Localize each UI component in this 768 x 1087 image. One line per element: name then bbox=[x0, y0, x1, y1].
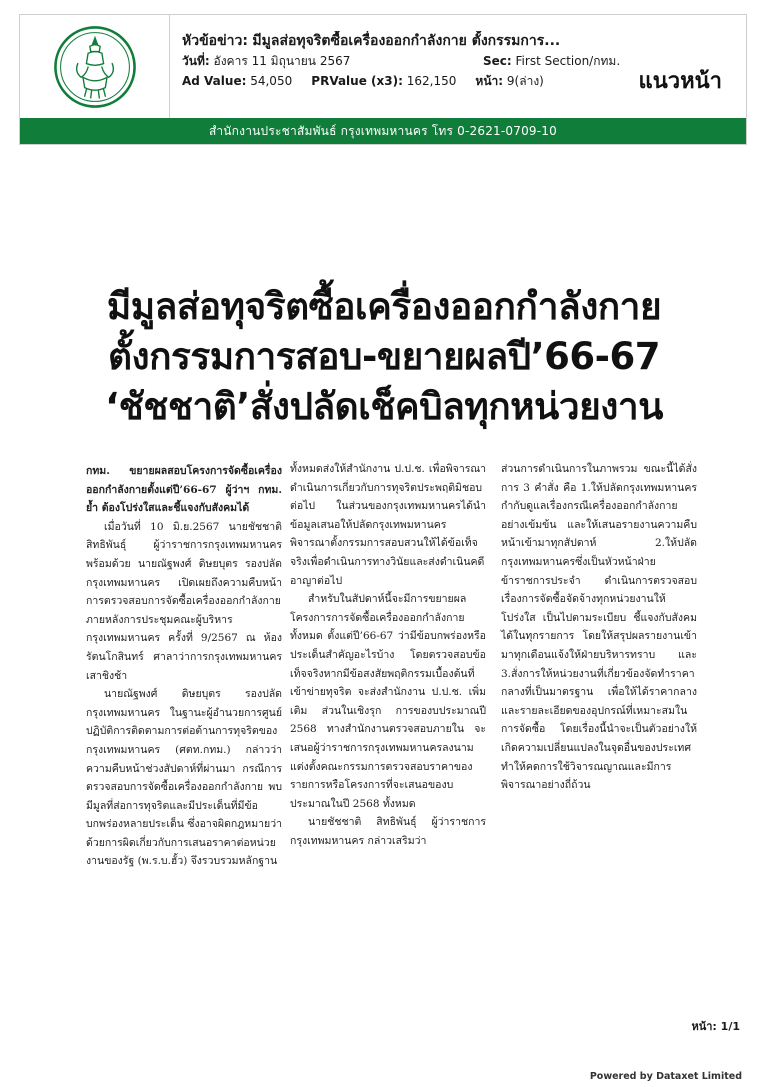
sec-value: First Section/กทม. bbox=[515, 54, 621, 68]
logo-box bbox=[20, 15, 170, 118]
headline-value: มีมูลส่อทุจริตซื้อเครื่องออกกำลังกาย ตั้งกรรมการ... bbox=[252, 33, 561, 49]
article-title bbox=[60, 282, 708, 432]
date-value: อังคาร 11 มิถุนายน 2567 bbox=[213, 54, 351, 68]
paragraph: สำหรับในสัปดาห์นี้จะมีการขยายผล โครงการการจัดซื้อเครื่องออกกำลังกายทั้งหมด ตั้งแต่ปี’66-67 ว่ามีข้อบกพร่องหรือประเด็นสำคัญอะไรบ้าง โดยตรวจสอบข้อเท็จจริงหากมีข้อสงสัยพฤติกรรมเบื้องต้นที่เข้าข่ายทุจริต จะส่งสำนักงาน ป.ป.ช. เพิ่มเติม ส่วนในเชิงรุก การของบประมาณปี 2568 ทางสำนักงานตรวจสอบภายใน จะเสนอผู้ว่าราชการกรุงเทพมหานครลงนามแต่งตั้งคณะกรรมการตรวจสอบราคาของรายการหรือโครงการที่จะเสนอของบประมาณในปี 2568 ทั้งหมด bbox=[290, 593, 486, 810]
article-column-2 bbox=[290, 460, 486, 850]
title-line-2: ตั้งกรรมการสอบ-ขยายผลปี’66-67 bbox=[108, 335, 660, 378]
paragraph: ส่วนการดำเนินการในภาพรวม ขณะนี้ได้สั่งการ 3 คำสั่ง คือ 1.ให้ปลัดกรุงเทพมหานครกำกับดูแลเรื่องกรณีเครื่องออกกำลังกายอย่างเข้มข้น และให้เสนอรายงานความคืบหน้าเข้ามาทุกสัปดาห์ 2.ให้ปลัดกรุงเทพมหานครซึ่งเป็นหัวหน้าฝ่ายข้าราชการประจำ ดำเนินการตรวจสอบเรื่องการจัดซื้อจัดจ้างทุกหน่วยงานให้โปร่งใส เป็นไปตามระเบียบ ชี้แจงกับสังคมได้ในทุกรายการ โดยให้สรุปผลรายงานเข้ามาทุกเดือนแจ้งให้ฝ่ายบริหารทราบ และ 3.สั่งการให้หน่วยงานที่เกี่ยวข้องจัดทำราคากลางที่เป็นมาตรฐาน เพื่อให้ได้ราคากลางและรายละเอียดของอุปกรณ์ที่เหมาะสมในการจัดซื้อ โดยเรื่องนี้นำจะเป็นตัวอย่างให้เกิดความเปลี่ยนแปลงในจุดอื่นของประเทศ ทำให้คดการใช้วิจารณญาณและมีการพิจารณาอย่างถี่ถ้วน bbox=[501, 463, 697, 792]
paragraph: นายชัชชาติ สิทธิพันธุ์ ผู้ว่าราชการกรุงเทพมหานคร กล่าวเสริมว่า bbox=[290, 816, 486, 847]
date-row bbox=[182, 51, 622, 71]
title-line-1: มีมูลส่อทุจริตซื้อเครื่องออกกำลังกาย bbox=[106, 285, 662, 328]
paragraph: เมื่อวันที่ 10 มิ.ย.2567 นายชัชชาติ สิทธิพันธุ์ ผู้ว่าราชการกรุงเทพมหานคร พร้อมด้วย นายณัฐพงศ์ ดิษยบุตร รองปลัดกรุงเทพมหานคร เปิดเผยถึงความคืบหน้าการตรวจสอบการจัดซื้อเครื่องออกกำลังกาย ภายหลังการประชุมคณะผู้บริหารกรุงเทพมหานคร ครั้งที่ 9/2567 ณ ห้องรัตนโกสินทร์ ศาลาว่าการกรุงเทพมหานคร เสาชิงช้า bbox=[86, 520, 282, 682]
title-line-3: ‘ชัชชาติ’สั่งปลัดเช็คบิลทุกหน่วยงาน bbox=[105, 385, 663, 428]
page-value: 9(ล่าง) bbox=[506, 74, 544, 88]
sec-label: Sec: bbox=[483, 54, 512, 68]
powered-by: Powered by Dataxet Limited bbox=[589, 1071, 742, 1082]
ad-value-label: Ad Value: bbox=[182, 74, 247, 88]
article-column-1 bbox=[86, 462, 282, 871]
article-column-3 bbox=[501, 460, 697, 795]
article-lead: กทม. ขยายผลสอบโครงการจัดซื้อเครื่องออกกำลังกายตั้งแต่ปี’66-67 ผู้ว่าฯ กทม. ย้ำ ต้องโปร่งใสและชี้แจงกับสังคมได้ bbox=[86, 465, 282, 515]
clipping-meta bbox=[182, 31, 622, 91]
paragraph: นายณัฐพงศ์ ดิษยบุตร รองปลัดกรุงเทพมหานคร ในฐานะผู้อำนวยการศูนย์ปฏิบัติการติดตามการต่อต้านการทุจริตของกรุงเทพมหานคร (ศตท.กทม.) กล่าวว่า ความคืบหน้าช่วงสัปดาห์ที่ผ่านมา กรณีการตรวจสอบการจัดซื้อเครื่องออกกำลังกาย พบมีมูลที่ส่อการทุจริตและมีประเด็นที่มีข้อบกพร่องหลายประเด็น ซึ่งอาจผิดกฎหมายว่าด้วยการผิดเกี่ยวกับการเสนอราคาต่อหน่วยงานของรัฐ (พ.ร.บ.ฮั้ว) จึงรวบรวมหลักฐาน bbox=[86, 688, 282, 868]
pr-value-label: PRValue (x3): bbox=[311, 74, 403, 88]
ad-value: 54,050 bbox=[250, 74, 293, 88]
headline-row bbox=[182, 31, 622, 51]
paragraph: ทั้งหมดส่งให้สำนักงาน ป.ป.ช. เพื่อพิจารณาดำเนินการเกี่ยวกับการทุจริตประพฤติมิชอบต่อไป ในส่วนของกรุงเทพมหานครได้นำข้อมูลเสนอให้ปลัดกรุงเทพมหานครพิจารณาตั้งกรรมการสอบสวนให้ได้ข้อเท็จจริงเพื่อดำเนินการทางวินัยและส่งดำเนินคดีอาญาต่อไป bbox=[290, 463, 486, 587]
bangkok-seal-icon bbox=[52, 24, 138, 110]
page-label: หน้า: bbox=[475, 74, 504, 88]
contact-bar: สำนักงานประชาสัมพันธ์ กรุงเทพมหานคร โทร 0-2621-0709-10 bbox=[20, 118, 746, 144]
newspaper-name: แนวหน้า bbox=[638, 69, 722, 94]
headline-label: หัวข้อข่าว: bbox=[182, 33, 248, 49]
value-row bbox=[182, 71, 622, 91]
pr-value: 162,150 bbox=[406, 74, 457, 88]
date-label: วันที่: bbox=[182, 54, 210, 68]
clipping-header bbox=[19, 14, 747, 145]
sec-field bbox=[483, 51, 620, 71]
page-count: หน้า: 1/1 bbox=[691, 1020, 740, 1033]
